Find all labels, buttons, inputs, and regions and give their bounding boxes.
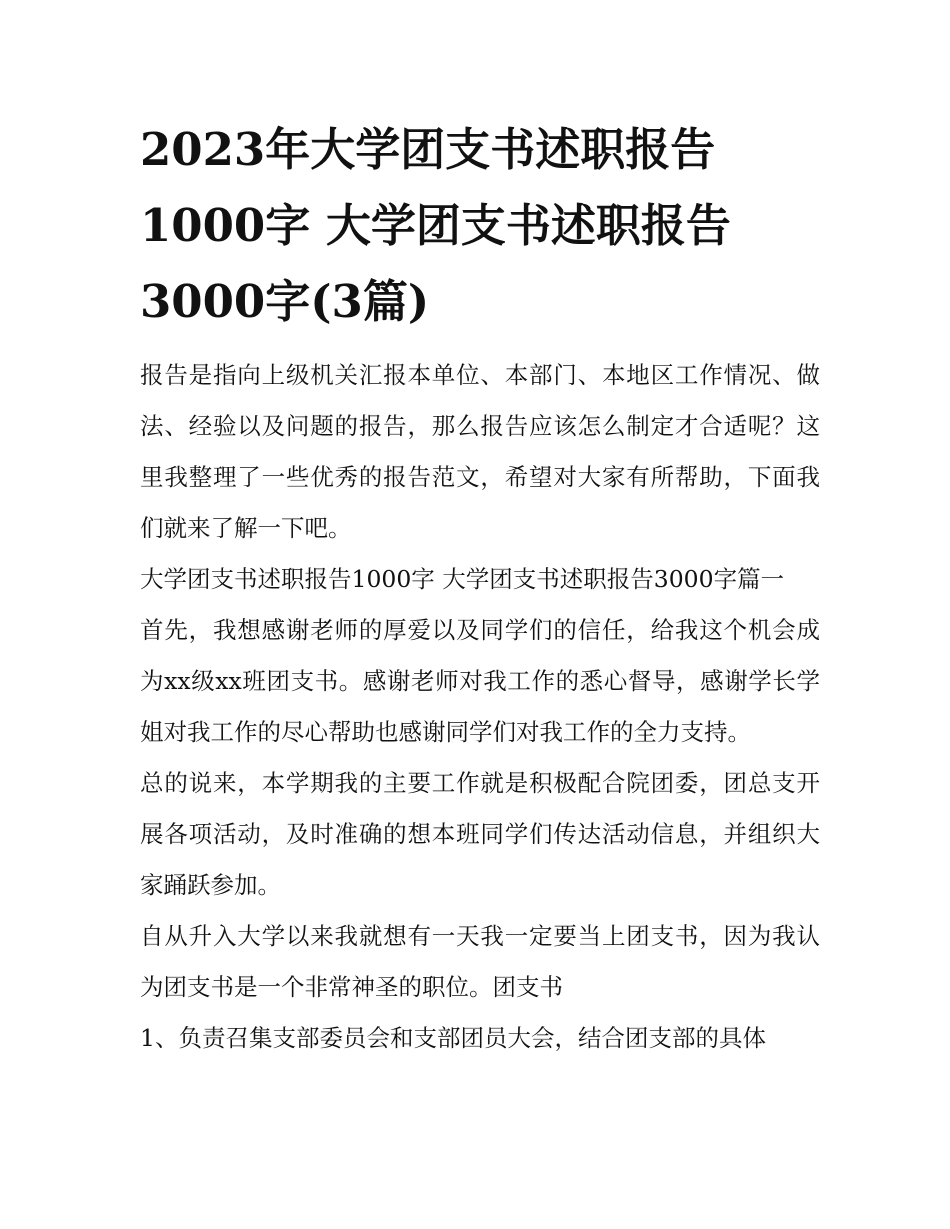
document-page [140,112,820,1064]
section-heading: 大学团支书述职报告1000字 大学团支书述职报告3000字篇一 [140,565,785,593]
list-item: 1、负责召集支部委员会和支部团员大会，结合团支部的具体 [140,1024,766,1052]
intro-paragraph: 报告是指向上级机关汇报本单位、本部门、本地区工作情况、做法、经验以及问题的报告，那么报告应该怎么制定才合适呢？这里我整理了一些优秀的报告范文，希望对大家有所帮助，下面我们就来了解一下吧。 [140,361,820,542]
body-paragraph: 自从升入大学以来我就想有一天我一定要当上团支书，因为我认为团支书是一个非常神圣的职位。团支书 [140,922,820,1001]
document-title: 2023年大学团支书述职报告1000字 大学团支书述职报告3000字(3篇) [140,123,731,328]
body-paragraph: 总的说来，本学期我的主要工作就是积极配合院团委，团总支开展各项活动，及时准确的想本班同学们传达活动信息，并组织大家踊跃参加。 [140,769,820,899]
body-paragraph: 首先，我想感谢老师的厚爱以及同学们的信任，给我这个机会成为xx级xx班团支书。感谢老师对我工作的悉心督导，感谢学长学姐对我工作的尽心帮助也感谢同学们对我工作的全力支持。 [140,616,820,746]
